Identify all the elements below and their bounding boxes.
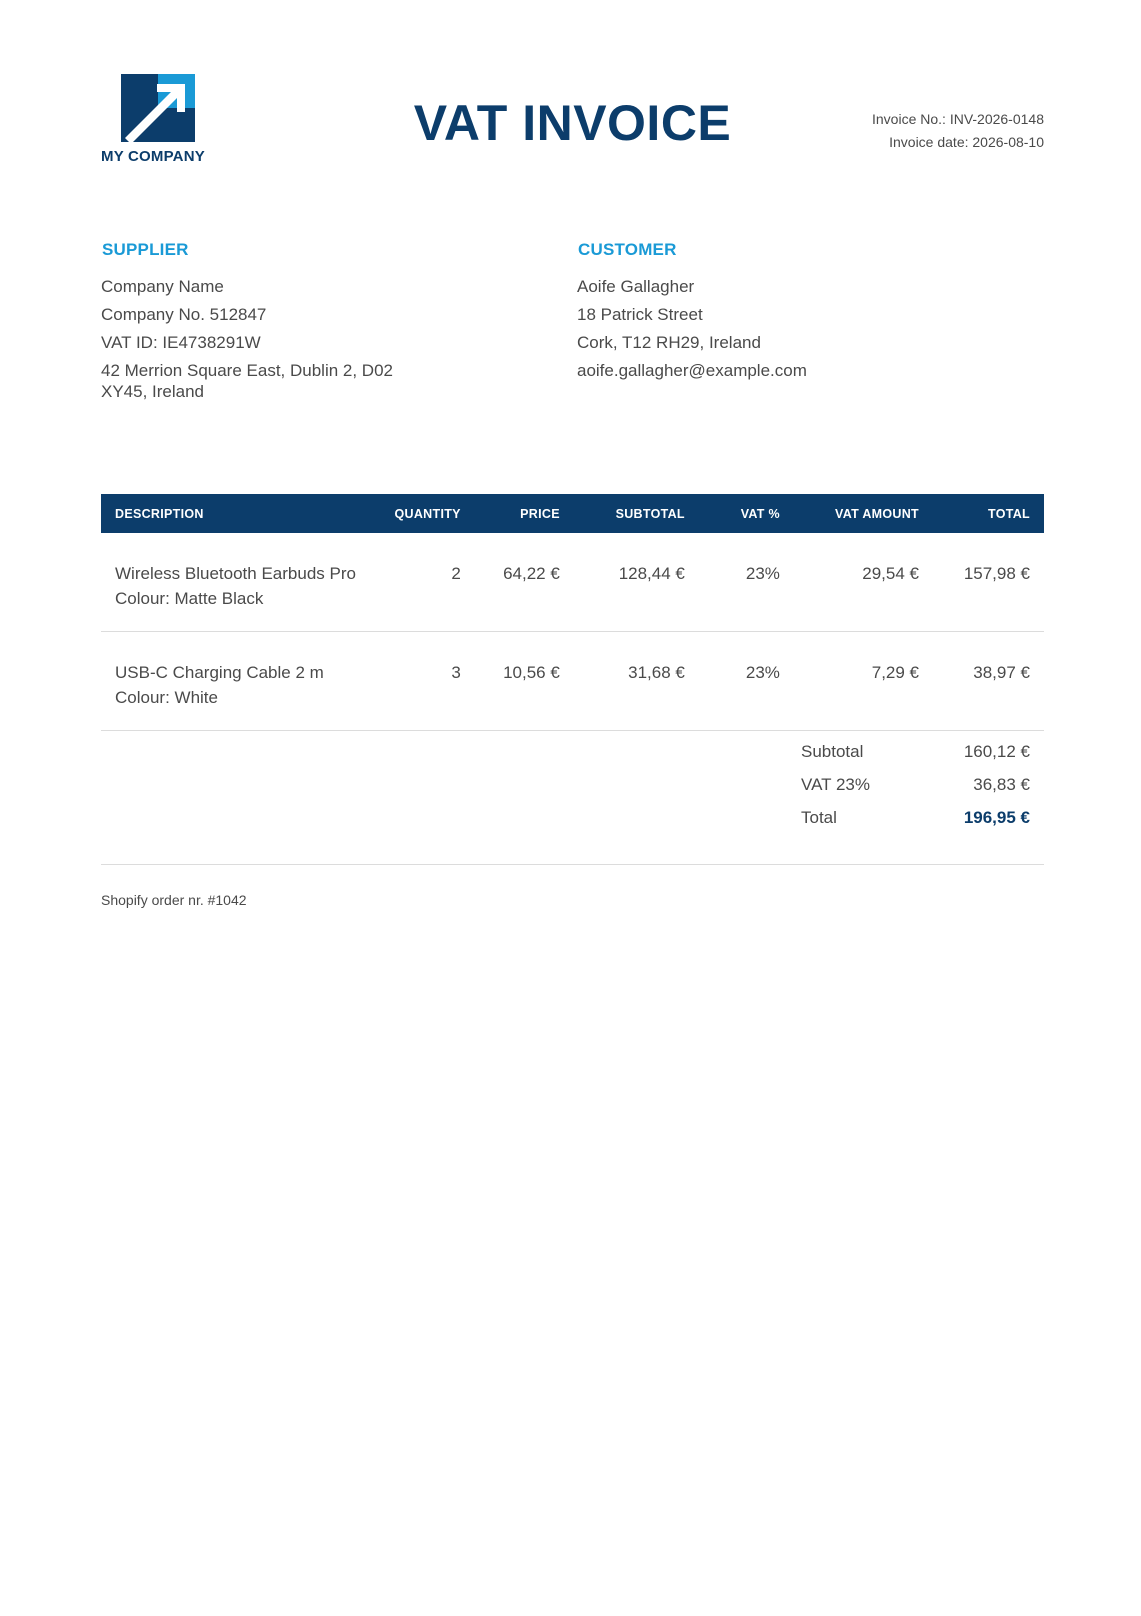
item-total: 157,98 € xyxy=(933,533,1044,632)
item-description xyxy=(101,632,381,731)
invoice-header xyxy=(101,0,1044,200)
item-vat-percent: 23% xyxy=(699,533,794,632)
customer-name: Aoife Gallagher xyxy=(577,277,695,296)
column-header-vat-percent: VAT % xyxy=(699,494,794,533)
invoice-number: Invoice No.: INV-2026-0148 xyxy=(872,111,1044,127)
customer-email: aoife.gallagher@example.com xyxy=(577,361,807,380)
item-vat-percent: 23% xyxy=(699,632,794,731)
item-vat-amount: 7,29 € xyxy=(794,632,933,731)
supplier-heading: SUPPLIER xyxy=(102,240,189,259)
invoice-page xyxy=(101,0,1044,908)
customer-heading: CUSTOMER xyxy=(578,240,677,259)
line-items-table xyxy=(101,494,1044,731)
item-name: USB-C Charging Cable 2 m xyxy=(115,663,324,682)
column-header-price: PRICE xyxy=(475,494,574,533)
item-quantity: 2 xyxy=(381,533,475,632)
totals-grand-row xyxy=(801,808,1044,841)
totals-summary xyxy=(801,742,1044,841)
column-header-quantity: QUANTITY xyxy=(381,494,475,533)
supplier-vat-id: VAT ID: IE4738291W xyxy=(101,333,261,352)
item-subtotal: 128,44 € xyxy=(574,533,699,632)
supplier-company-name: Company Name xyxy=(101,277,224,296)
totals-divider xyxy=(101,864,1044,865)
invoice-meta xyxy=(872,108,1044,154)
table-row xyxy=(101,533,1044,632)
totals-vat-value: 36,83 € xyxy=(973,775,1030,794)
item-price: 64,22 € xyxy=(475,533,574,632)
totals-subtotal-value: 160,12 € xyxy=(963,742,1030,761)
table-header-row xyxy=(101,494,1044,533)
item-vat-amount: 29,54 € xyxy=(794,533,933,632)
supplier-company-number: Company No. 512847 xyxy=(101,305,267,324)
item-name: Wireless Bluetooth Earbuds Pro xyxy=(115,564,356,583)
item-subtotal: 31,68 € xyxy=(574,632,699,731)
totals-subtotal-label: Subtotal xyxy=(801,742,864,761)
totals-grand-value: 196,95 € xyxy=(963,808,1030,827)
company-logo-text: MY COMPANY xyxy=(101,148,205,165)
customer-city: Cork, T12 RH29, Ireland xyxy=(577,333,761,352)
totals-grand-label: Total xyxy=(801,808,837,827)
order-reference: Shopify order nr. #1042 xyxy=(101,892,247,908)
totals-vat-row xyxy=(801,775,1044,808)
item-variant: Colour: Matte Black xyxy=(115,589,264,608)
document-title: VAT INVOICE xyxy=(413,95,732,151)
table-row xyxy=(101,632,1044,731)
item-price: 10,56 € xyxy=(475,632,574,731)
supplier-block xyxy=(101,240,431,409)
totals-vat-label: VAT 23% xyxy=(801,775,870,794)
item-description xyxy=(101,533,381,632)
customer-street: 18 Patrick Street xyxy=(577,305,703,324)
item-quantity: 3 xyxy=(381,632,475,731)
column-header-vat-amount: VAT AMOUNT xyxy=(794,494,933,533)
column-header-total: TOTAL xyxy=(933,494,1044,533)
item-variant: Colour: White xyxy=(115,688,218,707)
column-header-subtotal: SUBTOTAL xyxy=(574,494,699,533)
totals-subtotal-row xyxy=(801,742,1044,775)
invoice-date: Invoice date: 2026-08-10 xyxy=(889,134,1044,150)
column-header-description: DESCRIPTION xyxy=(101,494,381,533)
item-total: 38,97 € xyxy=(933,632,1044,731)
customer-block xyxy=(577,240,907,388)
parties-section xyxy=(101,200,1044,490)
supplier-address: 42 Merrion Square East, Dublin 2, D02 XY45, Ireland xyxy=(101,361,393,401)
